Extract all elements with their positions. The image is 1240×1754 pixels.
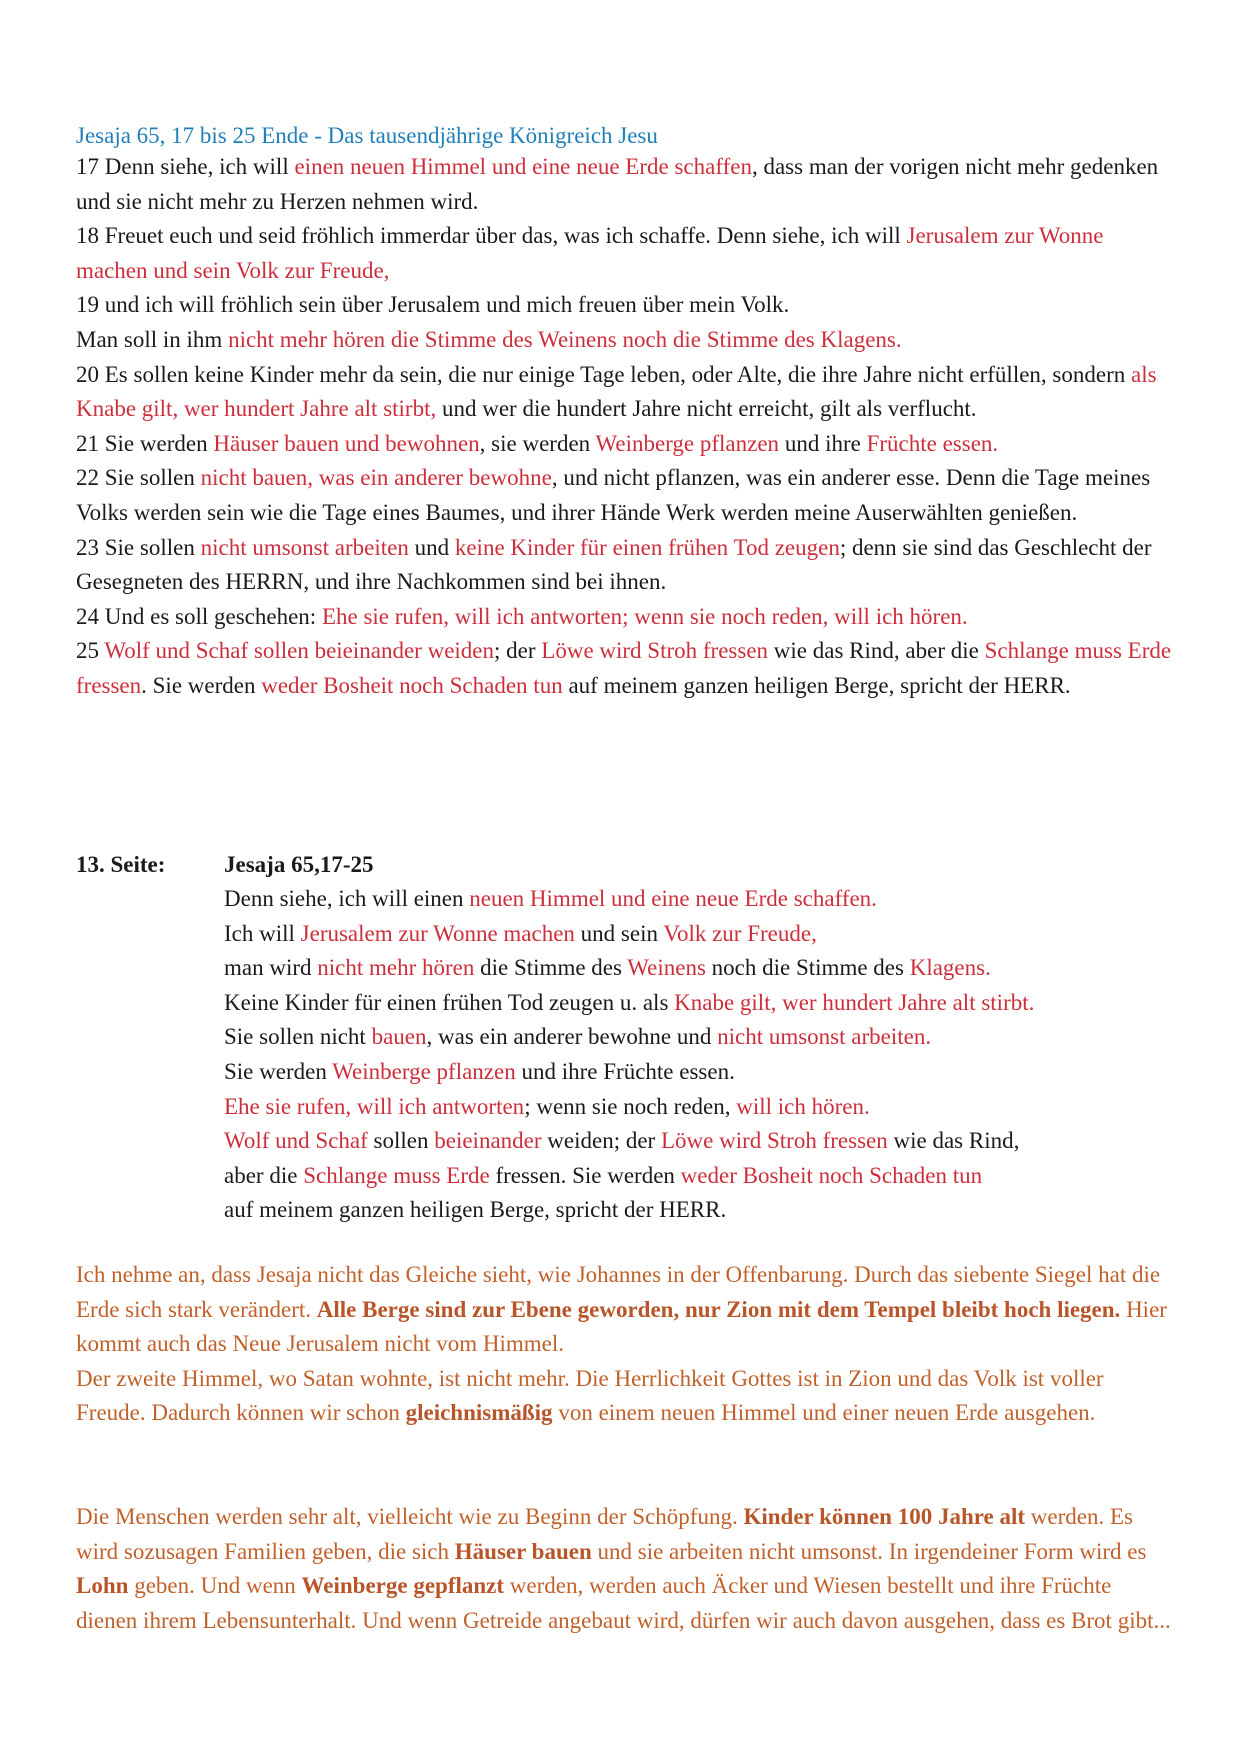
text-segment: ; wenn sie noch reden, (524, 1093, 737, 1119)
verses-block (76, 150, 1176, 704)
text-segment: Volk zur Freude, (663, 920, 817, 946)
text-segment: Knabe gilt, wer hundert Jahre alt stirbt. (674, 989, 1035, 1015)
text-segment: Häuser bauen und bewohnen (213, 430, 480, 456)
text-segment: neuen Himmel und eine neue Erde schaffen. (469, 886, 877, 911)
text-segment: Weinberge pflanzen (332, 1058, 516, 1084)
text-segment: nicht umsonst arbeiten (200, 534, 409, 560)
text-segment: Jerusalem zur Wonne machen und sein Volk zur Freude, (76, 223, 1104, 283)
text-segment: 17 Denn siehe, ich will (76, 154, 295, 179)
text-segment: keine Kinder für einen frühen Tod zeugen (454, 534, 840, 560)
text-segment: nicht mehr hören (317, 955, 475, 981)
text-segment: weder Bosheit noch Schaden tun (261, 672, 563, 698)
text-segment: Alle Berge sind zur Ebene geworden, nur Zion mit dem Tempel bleibt hoch liegen. (316, 1296, 1121, 1322)
summary-paragraph (224, 951, 1184, 986)
text-segment: gleichnismäßig (405, 1400, 553, 1426)
text-segment: bauen (371, 1024, 427, 1050)
text-segment: nicht mehr hören die Stimme des Weinens noch die Stimme des Klagens. (228, 326, 902, 352)
text-segment: Früchte essen. (866, 430, 999, 456)
summary-paragraph (224, 1159, 1184, 1194)
text-segment: 22 Sie sollen (76, 465, 201, 491)
text-segment: und wer die hundert Jahre nicht erreicht, gilt als verflucht. (436, 396, 977, 422)
verses-paragraph (76, 634, 1176, 703)
text-segment: Ich nehme an, dass Jesaja nicht das Gleiche sieht, wie Johannes in der Offenbarung. Durch das siebente Siegel hat die Erde sich stark verändert. (76, 1262, 1161, 1322)
text-segment: geben. Und wenn (128, 1573, 302, 1599)
text-segment: nicht umsonst arbeiten. (717, 1024, 932, 1050)
text-segment: Sie sollen nicht (224, 1024, 372, 1050)
text-segment: 25 (76, 638, 105, 664)
text-segment: Weinberge gepflanzt (301, 1573, 505, 1599)
verses-paragraph (76, 427, 1176, 462)
text-segment: weiden; der (541, 1128, 661, 1154)
text-segment: Hier kommt auch das Neue Jerusalem nicht vom Himmel. (76, 1296, 1167, 1357)
commentary1-paragraph (76, 1362, 1176, 1431)
text-segment: Ehe sie rufen, will ich antworten (224, 1093, 525, 1119)
text-segment: 21 Sie werden (76, 430, 214, 456)
summary-paragraph (224, 986, 1184, 1021)
text-segment: werden, werden auch Äcker und Wiesen bestellt und ihre Früchte dienen ihrem Lebensunterhalt. Und wenn Getreide angebaut wird, dürfen wir auch davon ausgehen, dass es Brot gibt... (76, 1573, 1171, 1633)
text-segment: , sie werden (479, 430, 596, 456)
text-segment: 23 Sie sollen (76, 534, 201, 560)
section-label: 13. Seite: (76, 852, 166, 877)
text-segment: Keine Kinder für einen frühen Tod zeugen u. als (224, 989, 675, 1015)
verses-paragraph (76, 323, 1176, 358)
commentary-block-2 (76, 1500, 1176, 1638)
text-segment: man wird (224, 955, 318, 981)
verses-paragraph (76, 150, 1176, 219)
text-segment: Häuser bauen (454, 1538, 592, 1564)
text-segment: , dass man der vorigen nicht mehr gedenken und sie nicht mehr zu Herzen nehmen wird. (76, 154, 1159, 214)
text-segment: sollen (367, 1128, 435, 1154)
text-segment: weder Bosheit noch Schaden tun (680, 1162, 983, 1188)
text-segment: ; denn sie sind das Geschlecht der Gesegneten des HERRN, und ihre Nachkommen sind bei ihnen. (76, 534, 1152, 595)
summary-paragraph (224, 882, 1184, 917)
text-segment: nicht bauen, was ein anderer bewohne (200, 465, 552, 491)
text-segment: . Sie werden (141, 672, 262, 698)
text-segment: einen neuen Himmel und eine neue Erde schaffen (294, 154, 752, 179)
text-segment: Kinder können 100 Jahre alt (743, 1504, 1026, 1529)
text-segment: 24 Und es soll geschehen: (76, 603, 322, 629)
summary-paragraph (224, 1020, 1184, 1055)
summary-paragraph (224, 917, 1184, 952)
text-segment: auf meinem ganzen heiligen Berge, spricht der HERR. (224, 1197, 727, 1223)
text-segment: Lohn (76, 1573, 129, 1599)
text-segment: als Knabe gilt, wer hundert Jahre alt stirbt, (76, 361, 1157, 422)
text-segment: Schlange muss Erde fressen (76, 638, 1172, 698)
text-segment: noch die Stimme des (705, 955, 910, 981)
text-segment: wie das Rind, (887, 1128, 1020, 1154)
text-segment: werden. Es wird sozusagen Familien geben, die sich (76, 1504, 1133, 1564)
text-segment: 20 Es sollen keine Kinder mehr da sein, die nur einige Tage leben, oder Alte, die ihre Jahre nicht erfüllen, sondern (76, 361, 1131, 387)
text-segment: Der zweite Himmel, wo Satan wohnte, ist nicht mehr. Die Herrlichkeit Gottes ist in Zion und das Volk ist voller Freude. Dadurch können wir schon (76, 1365, 1104, 1426)
text-segment: die Stimme des (474, 955, 628, 981)
text-segment: , was ein anderer bewohne und (426, 1024, 718, 1050)
text-segment: Löwe wird Stroh fressen (541, 638, 769, 664)
commentary1-paragraph (76, 1258, 1176, 1362)
verses-paragraph (76, 219, 1176, 288)
text-segment: Wolf und Schaf sollen beieinander weiden (104, 638, 495, 664)
commentary2-paragraph (76, 1500, 1176, 1638)
text-segment: von einem neuen Himmel und einer neuen Erde ausgehen. (552, 1400, 1096, 1426)
text-segment: 19 und ich will fröhlich sein über Jerusalem und mich freuen über mein Volk. (76, 292, 790, 318)
text-segment: und (408, 534, 455, 560)
section-title: Jesaja 65,17-25 (224, 852, 374, 877)
text-segment: Klagens. (909, 955, 991, 981)
text-segment: Die Menschen werden sehr alt, vielleicht wie zu Beginn der Schöpfung. (76, 1504, 744, 1529)
verses-paragraph (76, 531, 1176, 600)
text-segment: Denn siehe, ich will einen (224, 886, 470, 911)
summary-paragraph (224, 1193, 1184, 1228)
verses-paragraph (76, 461, 1176, 530)
text-segment: auf meinem ganzen heiligen Berge, spricht der HERR. (562, 672, 1071, 698)
text-segment: Schlange muss Erde (303, 1162, 490, 1188)
commentary-block-1 (76, 1258, 1176, 1431)
verses-paragraph (76, 288, 1176, 323)
text-segment: Weinberge pflanzen (595, 430, 780, 456)
text-segment: Weinens (627, 955, 706, 981)
text-segment: Wolf und Schaf (224, 1128, 368, 1154)
summary-paragraph (224, 1124, 1184, 1159)
text-segment: ; der (494, 638, 542, 664)
summary-paragraph (224, 1055, 1184, 1090)
text-segment: und ihre (779, 430, 867, 456)
summary-paragraph (224, 1090, 1184, 1125)
text-segment: fressen. Sie werden (489, 1162, 681, 1188)
summary-block (224, 882, 1184, 1228)
text-segment: und ihre Früchte essen. (515, 1058, 735, 1084)
text-segment: Jerusalem zur Wonne machen (300, 920, 575, 946)
text-segment: wie das Rind, aber die (768, 638, 985, 664)
text-segment: , und nicht pflanzen, was ein anderer esse. Denn die Tage meines Volks werden sein wie die Tage eines Baumes, und ihrer Hände Werk werden meine Auserwählten genießen. (76, 465, 1151, 525)
text-segment: und sein (574, 920, 664, 946)
verses-paragraph (76, 600, 1176, 635)
text-segment: beieinander (434, 1128, 542, 1154)
text-segment: 18 Freuet euch und seid fröhlich immerdar über das, was ich schaffe. Denn siehe, ich will (76, 223, 907, 249)
text-segment: Ehe sie rufen, will ich antworten; wenn sie noch reden, will ich hören. (321, 603, 968, 629)
verses-paragraph (76, 358, 1176, 427)
text-segment: Löwe wird Stroh fressen (660, 1128, 888, 1154)
text-segment: Man soll in ihm (76, 326, 229, 352)
text-segment: aber die (224, 1162, 304, 1188)
text-segment: Sie werden (224, 1058, 333, 1084)
text-segment: und sie arbeiten nicht umsonst. In irgendeiner Form wird es (591, 1538, 1147, 1564)
passage-heading: Jesaja 65, 17 bis 25 Ende - Das tausendjährige Königreich Jesu (76, 123, 658, 148)
text-segment: will ich hören. (736, 1093, 870, 1119)
text-segment: Ich will (224, 920, 301, 946)
